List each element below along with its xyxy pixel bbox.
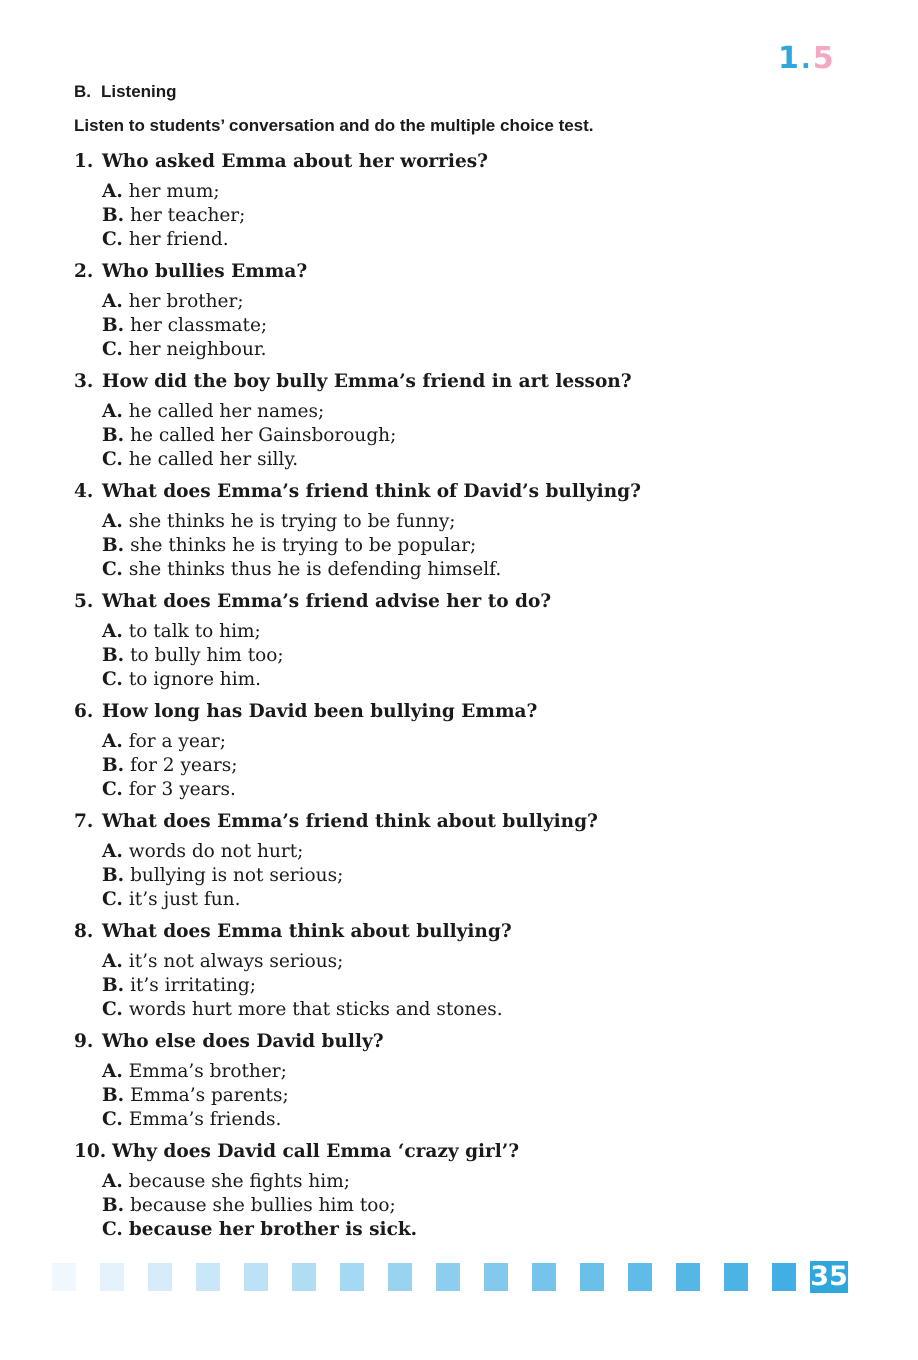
answer-option[interactable] [102,510,854,534]
option-text: because she fights him; [128,1171,350,1192]
option-letter: A. [102,181,123,202]
answer-option[interactable] [102,180,854,204]
option-text: it’s not always serious; [128,951,344,972]
option-text: she thinks he is trying to be funny; [128,511,456,532]
option-letter: C. [102,779,123,800]
answer-options [102,840,854,912]
footer-square [484,1263,508,1291]
question-label: How long has David been bullying Emma? [102,701,538,722]
question-text [74,260,854,286]
answer-option[interactable] [102,1218,854,1242]
unit-number-badge [778,41,836,76]
question-number: 9. [74,1031,94,1052]
footer-square [628,1263,652,1291]
question-text [74,480,854,506]
question-label: What does Emma’s friend advise her to do? [102,591,552,612]
question-item [74,590,854,692]
answer-option[interactable] [102,888,854,912]
option-text: because her brother is sick. [128,1219,418,1240]
option-letter: B. [102,975,125,996]
option-text: for 2 years; [130,755,238,776]
option-text: her classmate; [130,315,268,336]
question-label: What does Emma’s friend think about bullying? [102,811,598,832]
answer-option[interactable] [102,668,854,692]
option-letter: B. [102,535,125,556]
footer-square [436,1263,460,1291]
option-text: he called her Gainsborough; [130,425,397,446]
footer-decor-bar [52,1263,796,1291]
answer-option[interactable] [102,1170,854,1194]
answer-option[interactable] [102,448,854,472]
answer-option[interactable] [102,998,854,1022]
option-letter: A. [102,401,123,422]
question-item [74,370,854,472]
option-text: her mum; [128,181,220,202]
question-number: 3. [74,371,94,392]
footer-square [52,1263,76,1291]
answer-options [102,730,854,802]
question-number: 1. [74,151,94,172]
option-letter: B. [102,1195,125,1216]
question-item [74,700,854,802]
question-item [74,810,854,912]
answer-option[interactable] [102,1194,854,1218]
question-text [74,810,854,836]
option-letter: C. [102,669,123,690]
question-text [74,1140,854,1166]
option-text: her brother; [128,291,244,312]
question-item [74,260,854,362]
question-item [74,920,854,1022]
footer-square [292,1263,316,1291]
answer-option[interactable] [102,864,854,888]
question-number: 2. [74,261,94,282]
question-number: 6. [74,701,94,722]
answer-option[interactable] [102,840,854,864]
answer-option[interactable] [102,424,854,448]
task-instruction: Listen to students’ conversation and do the multiple choice test. [74,116,594,135]
option-text: her teacher; [130,205,246,226]
question-text [74,920,854,946]
option-letter: A. [102,511,123,532]
option-letter: C. [102,449,123,470]
option-letter: A. [102,1171,123,1192]
question-number: 10. [74,1141,107,1162]
footer-square [340,1263,364,1291]
option-text: words hurt more that sticks and stones. [128,999,503,1020]
answer-option[interactable] [102,1060,854,1084]
option-letter: B. [102,425,125,446]
question-number: 7. [74,811,94,832]
question-text [74,590,854,616]
question-item [74,1140,854,1242]
option-letter: C. [102,999,123,1020]
option-letter: C. [102,1109,123,1130]
question-item [74,150,854,252]
option-letter: A. [102,841,123,862]
question-label: Who else does David bully? [102,1031,384,1052]
answer-options [102,1060,854,1132]
option-text: to talk to him; [128,621,261,642]
question-label: How did the boy bully Emma’s friend in art lesson? [102,371,632,392]
option-letter: A. [102,951,123,972]
option-letter: B. [102,865,125,886]
question-label: What does Emma think about bullying? [102,921,512,942]
answer-option[interactable] [102,644,854,668]
option-text: for 3 years. [128,779,236,800]
footer-square [676,1263,700,1291]
option-text: he called her names; [128,401,325,422]
option-letter: A. [102,621,123,642]
answer-option[interactable] [102,204,854,228]
question-item [74,480,854,582]
question-number: 4. [74,481,94,502]
unit-dot: . [800,45,813,75]
option-letter: C. [102,559,123,580]
option-text: Emma’s friends. [128,1109,282,1130]
option-letter: B. [102,645,125,666]
section-letter: B. [74,82,91,101]
footer-square [388,1263,412,1291]
option-text: it’s irritating; [130,975,257,996]
answer-option[interactable] [102,620,854,644]
answer-options [102,1170,854,1242]
option-letter: A. [102,291,123,312]
option-text: words do not hurt; [128,841,304,862]
answer-option[interactable] [102,1108,854,1132]
answer-option[interactable] [102,754,854,778]
answer-option[interactable] [102,950,854,974]
option-text: her friend. [128,229,229,250]
footer-square [532,1263,556,1291]
page-number: 35 [810,1261,848,1292]
option-text: her neighbour. [128,339,267,360]
option-text: it’s just fun. [128,889,241,910]
option-letter: C. [102,1219,123,1240]
option-letter: B. [102,755,125,776]
answer-option[interactable] [102,228,854,252]
answer-options [102,290,854,362]
answer-option[interactable] [102,290,854,314]
answer-option[interactable] [102,534,854,558]
question-number: 8. [74,921,94,942]
question-label: What does Emma’s friend think of David’s bullying? [102,481,641,502]
answer-options [102,180,854,252]
question-list [74,150,854,1250]
question-text [74,150,854,176]
section-title [74,82,177,102]
option-letter: A. [102,1061,123,1082]
footer-square [724,1263,748,1291]
footer-square [100,1263,124,1291]
question-text [74,700,854,726]
question-label: Who bullies Emma? [102,261,308,282]
unit-main-number: 1 [778,41,801,76]
option-letter: C. [102,229,123,250]
option-letter: C. [102,339,123,360]
option-letter: A. [102,731,123,752]
option-text: Emma’s parents; [130,1085,289,1106]
option-text: she thinks thus he is defending himself. [128,559,502,580]
answer-options [102,620,854,692]
answer-option[interactable] [102,730,854,754]
answer-option[interactable] [102,1084,854,1108]
option-letter: B. [102,205,125,226]
question-label: Who asked Emma about her worries? [102,151,488,172]
answer-option[interactable] [102,314,854,338]
answer-options [102,400,854,472]
option-text: because she bullies him too; [130,1195,396,1216]
answer-options [102,510,854,582]
option-letter: C. [102,889,123,910]
unit-sub-number: 5 [812,41,836,76]
option-text: to ignore him. [128,669,262,690]
option-text: Emma’s brother; [128,1061,287,1082]
section-name: Listening [101,82,177,101]
option-text: for a year; [128,731,226,752]
answer-option[interactable] [102,778,854,802]
option-text: to bully him too; [130,645,284,666]
footer-square [148,1263,172,1291]
option-text: bullying is not serious; [130,865,344,886]
option-letter: B. [102,315,125,336]
option-text: he called her silly. [128,449,299,470]
footer-square [196,1263,220,1291]
option-letter: B. [102,1085,125,1106]
question-text [74,1030,854,1056]
answer-option[interactable] [102,400,854,424]
answer-option[interactable] [102,338,854,362]
question-number: 5. [74,591,94,612]
question-text [74,370,854,396]
question-label: Why does David call Emma ‘crazy girl’? [112,1141,520,1162]
answer-option[interactable] [102,558,854,582]
answer-option[interactable] [102,974,854,998]
footer-square [772,1263,796,1291]
answer-options [102,950,854,1022]
question-item [74,1030,854,1132]
footer-square [244,1263,268,1291]
footer-square [580,1263,604,1291]
option-text: she thinks he is trying to be popular; [130,535,477,556]
